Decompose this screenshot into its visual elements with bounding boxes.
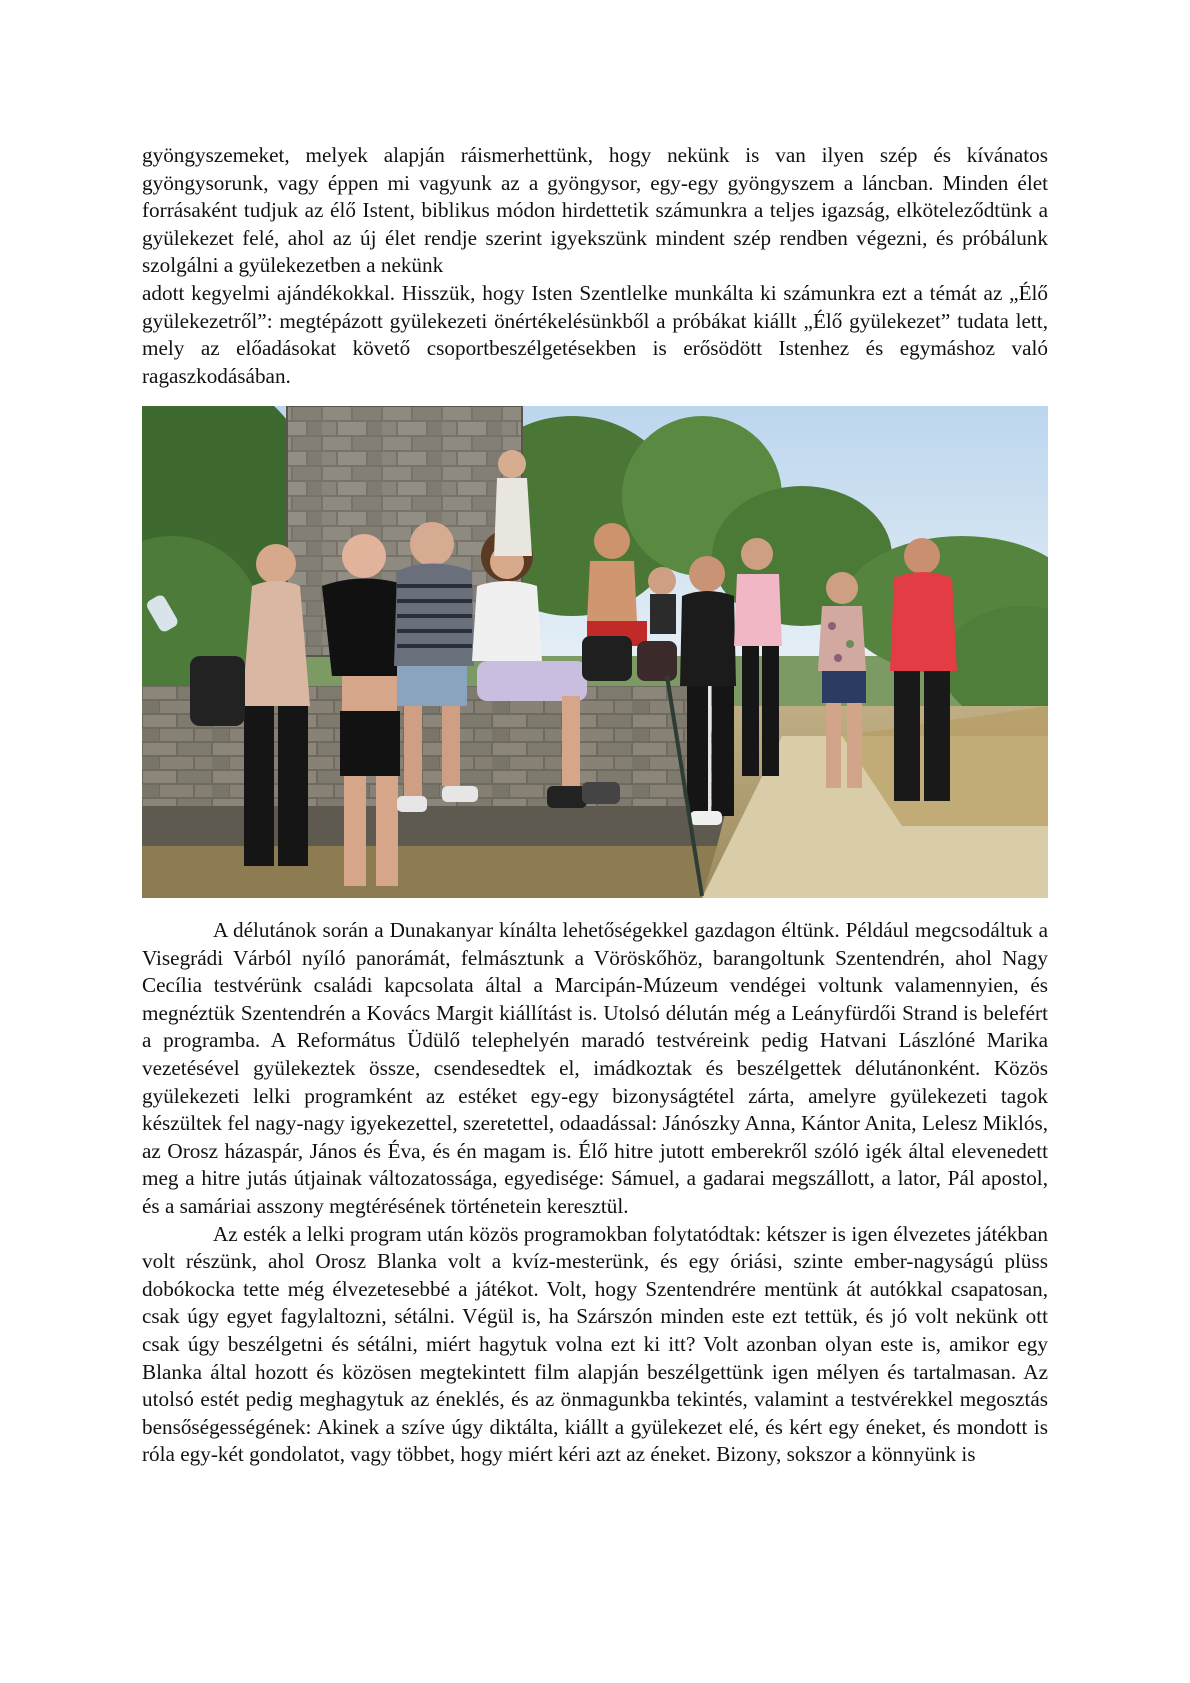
paragraph: adott kegyelmi ajándékokkal. Hisszük, hogy Isten Szentlelke munkálta ki számunkra ezt a témát az „Élő gyülekezetről”: megtépázott gyülekezeti önértékelésünkből a próbákat kiállt „Élő gyülekezet” tudata lett, mely az előadásokat követő csoportbeszélgetésekben is erősödött Istenhez és egymáshoz való ragaszkodásában. <box>142 280 1048 388</box>
group-photo <box>142 406 1048 898</box>
top-text-block <box>142 142 1048 390</box>
paragraph: gyöngyszemeket, melyek alapján ráismerhettünk, hogy nekünk is van ilyen szép és kívánatos gyöngysorunk, vagy éppen mi vagyunk az a gyöngysor, egy-egy gyöngyszem a láncban. Minden élet forrásaként tudjuk az élő Istent, biblikus módon hirdettetik számunkra a teljes igazság, elköteleződtünk a gyülekezet felé, ahol az új élet rendje szerint igyekszünk mindent szép rendben végezni, és próbálunk szolgálni a gyülekezetben a nekünk <box>142 143 1048 278</box>
group-photo-illustration <box>142 406 1048 898</box>
bottom-text-block <box>142 917 1048 1469</box>
paragraph: Az esték a lelki program után közös programokban folytatódtak: kétszer is igen élvezetes játékban volt részünk, ahol Orosz Blanka volt a kvíz-mesterünk, és egy óriási, szinte ember-nagyságú plüss dobókocka tette még élvezetesebbé a játékot. Volt, hogy Szentendrére mentünk át autókkal csapatosan, csak úgy egyet fagylaltozni, sétálni. Végül is, ha Szárszón minden este ezt tettük, és jó volt nekünk ott csak úgy beszélgetni és sétálni, miért hagytuk volna ezt ki itt? Volt azonban olyan este is, amikor egy Blanka által hozott és közösen megtekintett film alapján beszélgettünk igen mélyen és tartalmasan. Az utolsó estét pedig meghagytuk az éneklés, és az önmagunkba tekintés, valamint a testvérekkel megosztás bensőségességének: Akinek a szíve úgy diktálta, kiállt a gyülekezet elé, és kért egy éneket, és mondott is róla egy-két gondolatot, vagy többet, hogy miért kéri azt az éneket. Bizony, sokszor a könnyünk is <box>142 1221 1048 1467</box>
paragraph: A délutánok során a Dunakanyar kínálta lehetőségekkel gazdagon éltünk. Például megcsodáltuk a Visegrádi Várból nyíló panorámát, felmásztunk a Vöröskőhöz, barangoltunk Szentendrén, ahol Nagy Cecília testvérünk családi kapcsolata által a Marcipán-Múzeum vendégei voltunk valamennyien, és megnéztük Szentendrén a Kovács Margit kiállítást is. Utolsó délután még a Leányfürdői Strand is belefért a programba. A Református Üdülő telephelyén maradó testvéreink pedig Hatvani Lászlóné Marika vezetésével gyülekeztek össze, csendesedtek el, imádkoztak és beszélgettek délutánonként. Közös gyülekezeti lelki programként az estéket egy-egy bizonyságtétel zárta, amelyre gyülekezeti tagok készültek fel nagy-nagy igyekezettel, szeretettel, odaadással: Jánószky Anna, Kántor Anita, Lelesz Miklós, az Orosz házaspár, János és Éva, és én magam is. Élő hitre jutott emberekről szóló igék által elevenedett meg a hitre jutás útjainak változatossága, egyedisége: Sámuel, a gadarai megszállott, a lator, Pál apostol, és a samáriai asszony megtérésének történetein keresztül. <box>142 918 1048 1218</box>
